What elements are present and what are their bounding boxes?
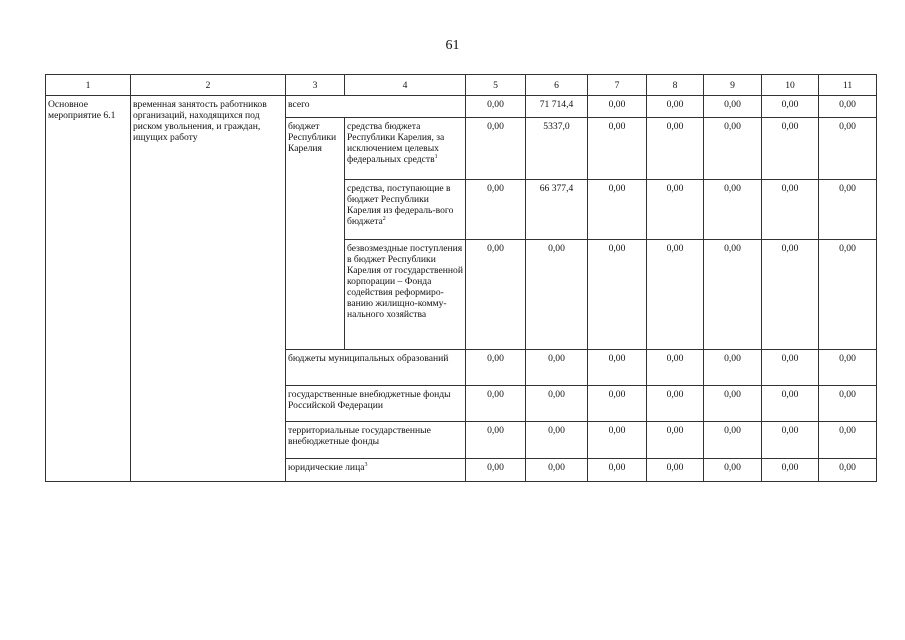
value-cell: 0,00 bbox=[647, 350, 704, 386]
page-number: 61 bbox=[445, 38, 460, 53]
value-cell: 0,00 bbox=[526, 459, 588, 482]
description-cell: временная занятость работников организаций, находящихся под риском увольнения, и граждан, ищущих работу bbox=[131, 96, 286, 482]
value-cell: 0,00 bbox=[819, 118, 877, 180]
footnote-mark: 3 bbox=[364, 461, 368, 468]
value-cell: 0,00 bbox=[704, 118, 762, 180]
header-cell: 1 bbox=[46, 75, 131, 96]
value-cell: 0,00 bbox=[762, 240, 819, 350]
header-row bbox=[46, 75, 877, 96]
value-cell: 0,00 bbox=[819, 96, 877, 118]
value-cell: 0,00 bbox=[466, 96, 526, 118]
value-cell: 0,00 bbox=[819, 240, 877, 350]
row-label: средства бюджета Республики Карелия, за исключением целевых федеральных средств bbox=[347, 121, 445, 165]
value-cell: 0,00 bbox=[762, 459, 819, 482]
value-cell: 0,00 bbox=[704, 386, 762, 422]
header-cell: 9 bbox=[704, 75, 762, 96]
value-cell: 0,00 bbox=[647, 386, 704, 422]
value-cell: 0,00 bbox=[762, 118, 819, 180]
header-cell: 7 bbox=[588, 75, 647, 96]
value-cell: 0,00 bbox=[588, 240, 647, 350]
value-cell: 0,00 bbox=[588, 459, 647, 482]
budget-table bbox=[45, 74, 877, 482]
value-cell: 0,00 bbox=[466, 422, 526, 459]
value-cell: 71 714,4 bbox=[526, 96, 588, 118]
row-label-cell bbox=[286, 459, 466, 482]
value-cell: 0,00 bbox=[526, 240, 588, 350]
row-label-cell bbox=[345, 180, 466, 240]
header-cell: 6 bbox=[526, 75, 588, 96]
value-cell: 0,00 bbox=[819, 386, 877, 422]
value-cell: 0,00 bbox=[647, 422, 704, 459]
value-cell: 0,00 bbox=[762, 180, 819, 240]
value-cell: 0,00 bbox=[819, 180, 877, 240]
regional-budget-cell: бюджет Республики Карелия bbox=[286, 118, 345, 350]
value-cell: 0,00 bbox=[704, 422, 762, 459]
value-cell: 0,00 bbox=[762, 386, 819, 422]
footnote-mark: 1 bbox=[434, 153, 438, 160]
value-cell: 0,00 bbox=[647, 180, 704, 240]
value-cell: 0,00 bbox=[588, 180, 647, 240]
header-cell: 8 bbox=[647, 75, 704, 96]
row-label: юридические лица bbox=[288, 462, 365, 473]
header-cell: 3 bbox=[286, 75, 345, 96]
value-cell: 0,00 bbox=[588, 96, 647, 118]
value-cell: 0,00 bbox=[704, 350, 762, 386]
value-cell: 0,00 bbox=[588, 350, 647, 386]
value-cell: 0,00 bbox=[647, 96, 704, 118]
value-cell: 0,00 bbox=[588, 386, 647, 422]
value-cell: 0,00 bbox=[588, 422, 647, 459]
row-label: безвозмездные поступления в бюджет Республики Карелия от государственной корпорации – Фонда содействия реформиро-ванию жилищно-комму-нального хозяйства bbox=[345, 240, 466, 350]
value-cell: 0,00 bbox=[526, 386, 588, 422]
value-cell: 0,00 bbox=[526, 350, 588, 386]
value-cell: 0,00 bbox=[466, 180, 526, 240]
header-cell: 5 bbox=[466, 75, 526, 96]
value-cell: 0,00 bbox=[704, 459, 762, 482]
value-cell: 0,00 bbox=[647, 459, 704, 482]
value-cell: 0,00 bbox=[526, 422, 588, 459]
table-row bbox=[46, 96, 877, 118]
footnote-mark: 2 bbox=[382, 215, 386, 222]
row-label: бюджеты муниципальных образований bbox=[286, 350, 466, 386]
row-label: территориальные государственные внебюджетные фонды bbox=[286, 422, 466, 459]
row-label: средства, поступающие в бюджет Республики Карелия из федераль-вого бюджета bbox=[347, 183, 454, 227]
row-label: всего bbox=[286, 96, 466, 118]
value-cell: 0,00 bbox=[466, 459, 526, 482]
header-cell: 2 bbox=[131, 75, 286, 96]
header-cell: 11 bbox=[819, 75, 877, 96]
value-cell: 0,00 bbox=[647, 240, 704, 350]
value-cell: 66 377,4 bbox=[526, 180, 588, 240]
value-cell: 0,00 bbox=[466, 240, 526, 350]
value-cell: 0,00 bbox=[819, 422, 877, 459]
value-cell: 0,00 bbox=[704, 96, 762, 118]
value-cell: 0,00 bbox=[704, 240, 762, 350]
value-cell: 0,00 bbox=[466, 118, 526, 180]
value-cell: 0,00 bbox=[762, 422, 819, 459]
value-cell: 0,00 bbox=[588, 118, 647, 180]
row-label: государственные внебюджетные фонды Российской Федерации bbox=[286, 386, 466, 422]
header-cell: 4 bbox=[345, 75, 466, 96]
value-cell: 0,00 bbox=[466, 386, 526, 422]
value-cell: 5337,0 bbox=[526, 118, 588, 180]
header-cell: 10 bbox=[762, 75, 819, 96]
value-cell: 0,00 bbox=[819, 350, 877, 386]
value-cell: 0,00 bbox=[647, 118, 704, 180]
event-cell: Основное мероприятие 6.1 bbox=[46, 96, 131, 482]
value-cell: 0,00 bbox=[704, 180, 762, 240]
row-label-cell bbox=[345, 118, 466, 180]
value-cell: 0,00 bbox=[819, 459, 877, 482]
value-cell: 0,00 bbox=[466, 350, 526, 386]
value-cell: 0,00 bbox=[762, 96, 819, 118]
value-cell: 0,00 bbox=[762, 350, 819, 386]
